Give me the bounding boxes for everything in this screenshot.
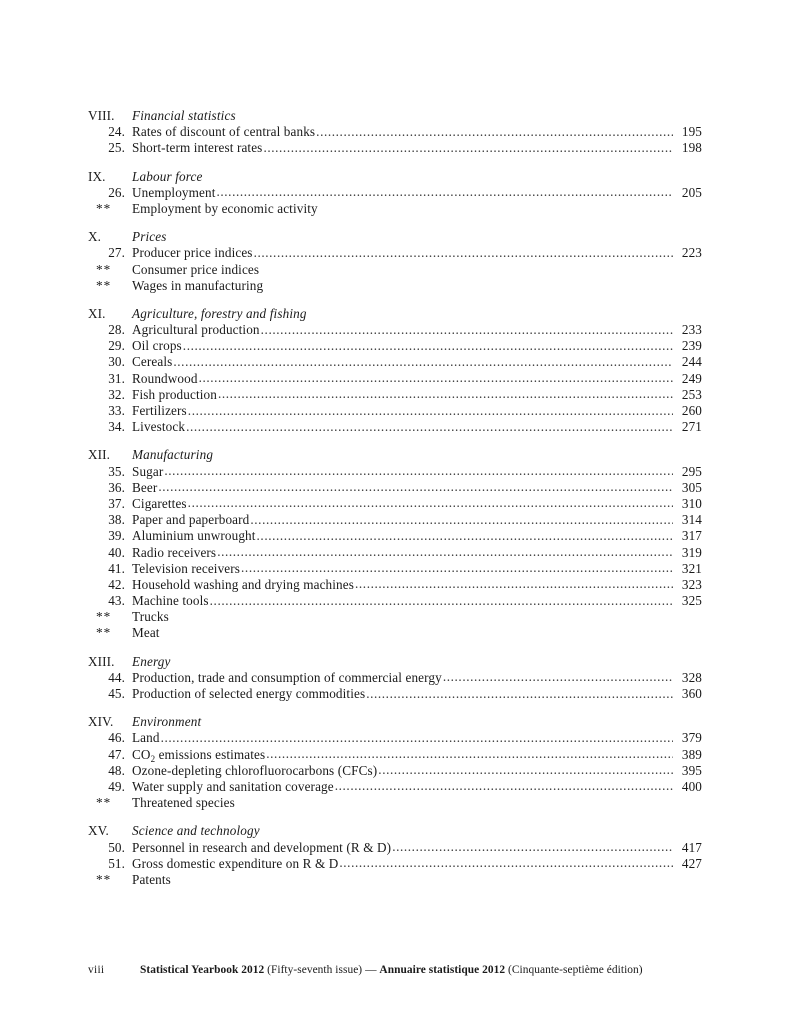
section-numeral: VIII. [88,108,115,123]
section-numeral: IX. [88,168,106,184]
entry-page-number: 244 [681,354,702,370]
entry-page-number: 223 [681,245,702,261]
dot-leader [316,124,673,140]
toc-entry[interactable] [88,124,702,140]
toc-section-heading [88,306,702,322]
toc-entry[interactable] [88,338,702,354]
toc-entry[interactable] [88,779,702,795]
entry-label: Personnel in research and development (R & D) [132,839,392,855]
toc-entry[interactable] [88,686,702,702]
toc-section-heading [88,447,702,463]
entry-label: Producer price indices [132,245,253,261]
entry-number: 41. [108,560,125,576]
entry-number: 44. [108,669,125,685]
entry-page-number: 260 [681,403,702,418]
toc-entry[interactable] [88,371,702,387]
entry-label: Employment by economic activity [132,200,318,216]
entry-number: 42. [108,576,125,592]
entry-page-number: 195 [681,124,702,140]
dot-leader [216,184,673,200]
toc-entry[interactable] [88,185,702,201]
toc-entry[interactable] [88,747,702,763]
toc-entry[interactable] [88,730,702,746]
toc-entry[interactable] [88,201,702,217]
toc-section [88,169,702,218]
toc-entry[interactable] [88,403,702,419]
entry-label: Unemployment [132,184,216,200]
entry-page-number: 325 [681,593,702,609]
toc-entry[interactable] [88,464,702,480]
entry-number: 30. [108,354,125,370]
dot-leader [257,528,673,544]
dot-leader [266,746,673,762]
dot-leader [261,322,673,338]
entry-label: Cereals [132,354,173,370]
toc-entry[interactable] [88,496,702,512]
toc-entry[interactable] [88,609,702,625]
dot-leader [378,762,673,778]
entry-label: Machine tools [132,593,209,609]
entry-number: 24. [108,124,125,140]
dot-leader [443,669,673,685]
entry-number: 46. [108,730,125,746]
entry-label: $CO_2$ emissions estimates [132,746,266,764]
toc-section [88,654,702,703]
entry-label: Agricultural production [132,322,260,338]
entry-label: Livestock [132,419,186,435]
section-numeral: XIV. [88,714,114,730]
entry-number: 47. [108,746,125,762]
entry-page-number: 305 [681,479,702,495]
toc-entry[interactable] [88,322,702,338]
entry-page-number: 314 [681,512,702,528]
dot-leader [164,463,673,479]
toc-entry[interactable] [88,561,702,577]
entry-number: 27. [108,245,125,261]
dot-leader [218,386,673,402]
entry-label: Patents [132,871,171,887]
toc-section-heading [88,108,702,124]
toc-section [88,229,702,294]
dot-leader [392,839,673,855]
entry-page-number: 253 [681,386,702,402]
table-of-contents [88,108,702,888]
entry-page-number: 321 [681,560,702,576]
toc-section [88,306,702,436]
entry-number: 40. [108,544,125,560]
entry-label: Aluminium unwrought [132,528,256,544]
entry-label: Gross domestic expenditure on R & D [132,855,339,871]
toc-entry[interactable] [88,856,702,872]
section-numeral: XI. [88,305,106,321]
entry-page-number: 379 [681,730,702,746]
dot-leader [186,419,673,435]
section-numeral: XV. [88,823,109,839]
entry-number: 43. [108,593,125,609]
section-title: Science and technology [132,823,260,839]
toc-entry[interactable] [88,480,702,496]
entry-number: 25. [108,140,125,156]
entry-label: Fertilizers [132,403,187,418]
entry-label: Roundwood [132,370,198,386]
entry-page-number: 328 [681,669,702,685]
entry-label: Trucks [132,609,169,625]
entry-number: 33. [108,403,125,418]
entry-page-number: 198 [681,140,702,156]
toc-entry[interactable] [88,245,702,261]
toc-entry[interactable] [88,840,702,856]
entry-number: 31. [108,370,125,386]
entry-number: 37. [108,495,125,511]
toc-entry[interactable] [88,577,702,593]
dot-leader [217,544,673,560]
entry-number: 49. [108,778,125,794]
toc-section-heading [88,229,702,245]
entry-label: Ozone-depleting chlorofluorocarbons (CFCs) [132,762,378,778]
toc-section [88,108,702,157]
entry-label: Production, trade and consumption of commercial energy [132,669,442,685]
entry-number: 32. [108,386,125,402]
entry-label: Rates of discount of central banks [132,124,316,140]
entry-page-number: 205 [681,184,702,200]
entry-number: 28. [108,322,125,338]
dot-leader [199,370,673,386]
toc-entry[interactable] [88,872,702,888]
entry-page-number: 295 [681,463,702,479]
toc-entry[interactable] [88,354,702,370]
entry-page-number: 389 [681,746,702,762]
entry-number: 38. [108,512,125,528]
footer-issue-en: (Fifty-seventh issue) [267,964,363,976]
entry-page-number: 360 [681,686,702,701]
entry-label: Threatened species [132,795,235,811]
footer-issue-fr: (Cinquante-septième édition) [508,964,643,976]
entry-number: 36. [108,479,125,495]
toc-entry[interactable] [88,419,702,435]
section-title: Agriculture, forestry and fishing [132,305,307,321]
entry-page-number: 319 [681,544,702,560]
page-footer [88,963,708,977]
entry-number: 39. [108,528,125,544]
entry-page-number: 417 [681,839,702,855]
entry-marker: ** [96,625,112,641]
entry-marker: ** [96,261,112,277]
dot-leader [188,403,673,419]
dot-leader [161,730,673,746]
dot-leader [183,338,673,354]
entry-page-number: 395 [681,762,702,778]
entry-label: Production of selected energy commodities [132,686,366,701]
folio-number: viii [88,964,105,976]
section-title: Energy [132,653,171,669]
entry-label: Wages in manufacturing [132,277,264,293]
section-numeral: XII. [88,447,111,463]
entry-page-number: 233 [681,322,702,338]
toc-entry[interactable] [88,763,702,779]
section-title: Prices [132,229,167,245]
dot-leader [339,855,673,871]
toc-section-heading [88,823,702,839]
entry-label: Sugar [132,463,164,479]
toc-entry[interactable] [88,670,702,686]
toc-entry[interactable] [88,262,702,278]
dot-leader [158,479,673,495]
entry-label: Consumer price indices [132,261,260,277]
dot-leader [254,245,673,261]
section-numeral: XIII. [88,653,115,669]
footer-citation [140,963,643,977]
entry-label: Paper and paperboard [132,512,250,528]
toc-entry[interactable] [88,528,702,544]
toc-entry[interactable] [88,140,702,156]
toc-section [88,714,702,811]
section-title: Manufacturing [132,447,214,463]
entry-marker: ** [96,609,112,625]
toc-section-heading [88,169,702,185]
dot-leader [263,140,673,156]
entry-label: Water supply and sanitation coverage [132,778,334,794]
section-title: Labour force [132,168,203,184]
entry-label: Short-term interest rates [132,140,263,156]
dot-leader [210,593,673,609]
entry-marker: ** [96,871,112,887]
toc-section-heading [88,654,702,670]
toc-entry[interactable] [88,278,702,294]
entry-label: Meat [132,625,160,641]
entry-label: Household washing and drying machines [132,576,354,592]
toc-entry[interactable] [88,387,702,403]
entry-number: 48. [108,762,125,778]
section-numeral: X. [88,229,102,245]
dot-leader [335,778,673,794]
entry-page-number: 400 [681,778,702,794]
dot-leader [250,512,673,528]
entry-label: Beer [132,479,158,495]
entry-label: Fish production [132,386,217,402]
entry-page-number: 239 [681,338,702,354]
section-title: Financial statistics [132,108,236,123]
toc-entry[interactable] [88,545,702,561]
entry-marker: ** [96,277,112,293]
entry-page-number: 310 [681,495,702,511]
toc-entry[interactable] [88,625,702,641]
toc-entry[interactable] [88,593,702,609]
entry-number: 26. [108,184,125,200]
entry-label: Cigarettes [132,495,187,511]
footer-separator: — [365,964,377,976]
dot-leader [188,495,673,511]
entry-label: Land [132,730,160,746]
entry-label: Television receivers [132,560,241,576]
entry-number: 34. [108,419,125,435]
entry-page-number: 249 [681,370,702,386]
entry-page-number: 323 [681,576,702,592]
entry-number: 45. [108,686,125,701]
entry-number: 29. [108,338,125,354]
entry-label: Radio receivers [132,544,217,560]
entry-page-number: 317 [681,528,702,544]
dot-leader [355,576,673,592]
entry-marker: ** [96,795,112,811]
toc-entry[interactable] [88,795,702,811]
section-title: Environment [132,714,202,730]
dot-leader [173,354,673,370]
toc-section [88,823,702,888]
footer-title-fr: Annuaire statistique 2012 [379,964,506,976]
toc-section [88,447,702,641]
entry-marker: ** [96,200,112,216]
entry-page-number: 427 [681,855,702,871]
footer-title-en: Statistical Yearbook 2012 [140,964,265,976]
entry-number: 50. [108,839,125,855]
toc-section-heading [88,714,702,730]
entry-label: Oil crops [132,338,182,354]
entry-page-number: 271 [681,419,702,435]
entry-number: 35. [108,463,125,479]
toc-entry[interactable] [88,512,702,528]
dot-leader [366,686,673,702]
entry-number: 51. [108,855,125,871]
dot-leader [241,560,673,576]
